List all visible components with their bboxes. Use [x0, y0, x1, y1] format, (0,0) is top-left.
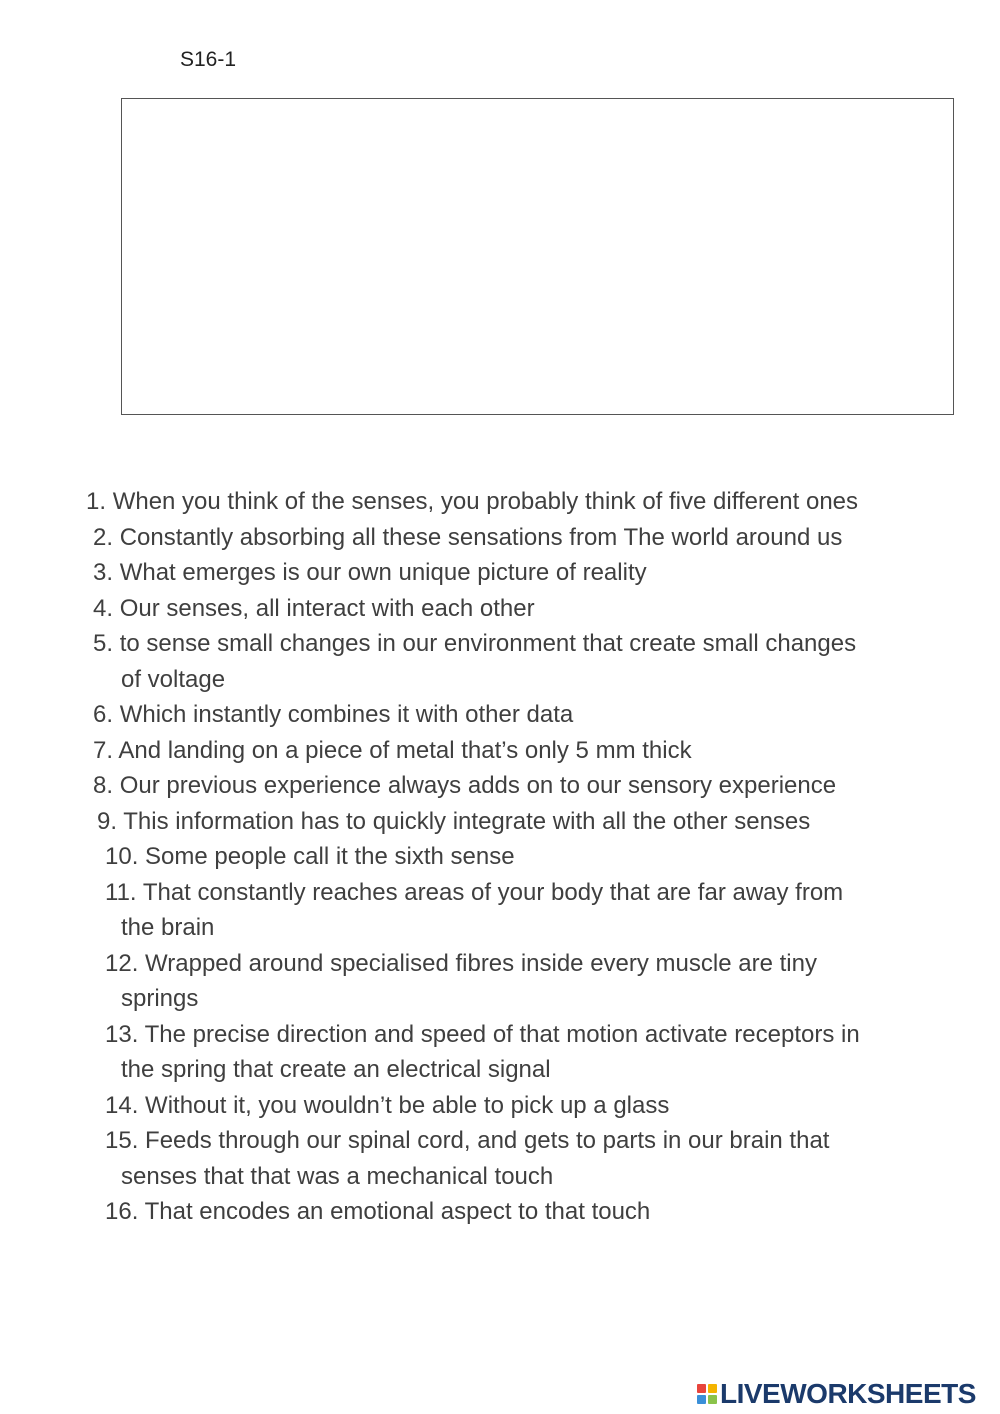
- list-item: [105, 1123, 829, 1159]
- item-text-continuation: the spring that create an electrical signal: [121, 1056, 551, 1083]
- list-item: [93, 733, 692, 769]
- list-item-continuation: [121, 662, 225, 698]
- logo-block-icon: [708, 1395, 717, 1404]
- item-text: Our senses, all interact with each other: [119, 594, 535, 622]
- list-item: [97, 804, 810, 840]
- item-text: Wrapped around specialised fibres inside every muscle are tiny: [145, 949, 817, 977]
- item-number: 16.: [105, 1198, 139, 1225]
- item-text-continuation: senses that that was a mechanical touch: [121, 1162, 554, 1190]
- item-text-continuation: springs: [121, 985, 199, 1012]
- item-number: 5.: [93, 630, 114, 657]
- item-text-continuation: of voltage: [121, 665, 226, 693]
- logo-block-icon: [697, 1384, 706, 1393]
- list-item: [93, 768, 836, 804]
- list-item: [105, 875, 843, 911]
- item-number: 8.: [93, 772, 114, 799]
- item-number: 7.: [93, 736, 114, 764]
- item-number: 13.: [105, 1020, 139, 1048]
- list-item-continuation: [121, 981, 198, 1017]
- list-item: [105, 1088, 669, 1124]
- list-item: [105, 946, 817, 982]
- item-number: 9.: [97, 807, 118, 835]
- item-text: And landing on a piece of metal that’s only 5 mm thick: [118, 736, 692, 764]
- item-number: 2.: [93, 523, 114, 551]
- list-item: [93, 697, 573, 733]
- item-text: When you think of the senses, you probably think of five different ones: [112, 488, 859, 515]
- item-text: to sense small changes in our environment that create small changes: [119, 630, 857, 657]
- list-item: [93, 555, 647, 591]
- item-number: 11.: [105, 878, 137, 906]
- item-text: Without it, you wouldn’t be able to pick up a glass: [145, 1091, 670, 1119]
- item-text: Some people call it the sixth sense: [145, 843, 515, 870]
- logo-block-icon: [708, 1384, 717, 1393]
- item-text: This information has to quickly integrate with all the other senses: [123, 807, 811, 835]
- list-item: [93, 626, 856, 662]
- list-item: [93, 520, 842, 556]
- item-number: 1.: [86, 488, 107, 515]
- item-number: 6.: [93, 701, 114, 728]
- liveworksheets-logo: [697, 1378, 976, 1410]
- item-text-continuation: the brain: [121, 914, 215, 941]
- logo-text: LIVEWORKSHEETS: [720, 1378, 976, 1409]
- item-text: The precise direction and speed of that motion activate receptors in: [144, 1020, 860, 1048]
- list-item: [86, 484, 858, 520]
- item-number: 12.: [105, 949, 139, 977]
- item-text: Feeds through our spinal cord, and gets to parts in our brain that: [145, 1127, 830, 1154]
- logo-blocks-icon: [697, 1384, 717, 1404]
- item-number: 4.: [93, 594, 114, 622]
- answer-input-box[interactable]: [121, 98, 954, 415]
- list-item-continuation: [121, 910, 214, 946]
- item-text: Our previous experience always adds on to our sensory experience: [119, 772, 837, 799]
- item-text: Constantly absorbing all these sensations from The world around us: [119, 523, 843, 551]
- item-number: 3.: [93, 559, 114, 586]
- list-item-continuation: [121, 1052, 551, 1088]
- list-item: [105, 1017, 860, 1053]
- list-item: [105, 1194, 650, 1230]
- list-item: [93, 591, 535, 627]
- item-number: 14.: [105, 1091, 139, 1119]
- list-item-continuation: [121, 1159, 553, 1195]
- item-number: 15.: [105, 1127, 139, 1154]
- item-text: That constantly reaches areas of your body that are far away from: [142, 878, 844, 906]
- item-text: What emerges is our own unique picture of reality: [119, 559, 647, 586]
- item-number: 10.: [105, 843, 139, 870]
- item-text: That encodes an emotional aspect to that touch: [144, 1198, 651, 1225]
- list-item: [105, 839, 515, 875]
- logo-block-icon: [697, 1395, 706, 1404]
- item-text: Which instantly combines it with other data: [119, 701, 574, 728]
- worksheet-code: S16-1: [180, 48, 237, 71]
